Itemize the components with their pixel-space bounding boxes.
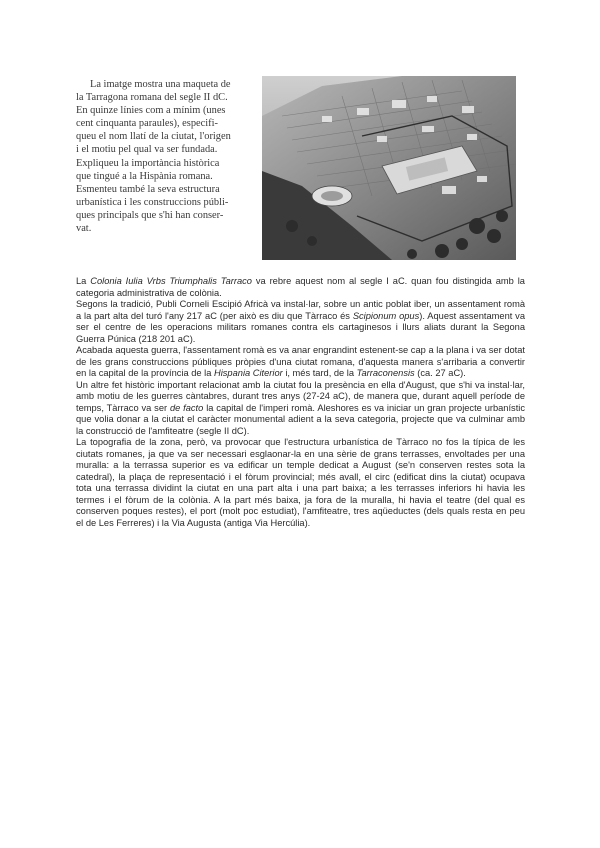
question-line: urbanística i les construccions públi-	[76, 196, 229, 208]
answer-paragraph: Acabada aquesta guerra, l'assentament romà es va anar engrandint estenent-se cap a la plana i va ser dotat de les grans construccions públiques pròpies d'una ciutat romana, d'aquesta manera s'arribaria a convertir en la capital de la província de la Hispania Citerior i, més tard, de la Tarraconensis (ca. 27 aC).	[76, 345, 525, 378]
question-line: cent cinquanta paraules), especifi-	[76, 118, 218, 130]
roman-tarraco-model-photo	[262, 76, 516, 260]
answer-paragraph: Un altre fet històric important relacionat amb la ciutat fou la presència en ella d'August, que s'hi va instal·lar, amb motiu de les guerres càntabres, durant tres anys (27-24 aC), de manera que, durant aquell període de temps, Tàrraco va ser de facto la capital de l'imperi romà. Aleshores es va iniciar un gran projecte urbanístic que volia donar a la ciutat el caràcter monumental adient a la seva categoria, projecte que va culminar amb la construcció de l'amfiteatre (segle II dC).	[76, 379, 525, 436]
latin-name: Colonia Iulia Vrbs Triumphalis Tarraco	[90, 276, 252, 286]
question-line: Expliqueu la importància històrica	[76, 157, 220, 169]
exam-question	[76, 78, 256, 235]
question-line: ques principals que s'hi han conser-	[76, 209, 224, 221]
latin-term: Scipionum opus	[352, 310, 420, 321]
question-line: que tingué a la Hispània romana.	[76, 170, 213, 182]
answer-paragraph: La Colonia Iulia Vrbs Triumphalis Tarraco va rebre aquest nom al segle I aC. quan fou distingida amb la categoria administrativa de colònia.	[76, 276, 525, 298]
question-line: i el motiu pel qual va ser fundada.	[76, 144, 218, 156]
question-line: En quinze línies com a mínim (unes	[76, 105, 226, 117]
province-name: Tarraconensis	[356, 368, 415, 378]
question-line: la Tarragona romana del segle II dC.	[76, 92, 228, 104]
province-name: Hispania Citerior	[214, 368, 283, 378]
answer-text	[76, 276, 525, 529]
question-line: La imatge mostra una maqueta de	[90, 79, 231, 90]
answer-paragraph: Segons la tradició, Publi Corneli Escipió Africà va instal·lar, sobre un antic poblat iber, un assentament romà a la part alta del turó l'any 217 aC (per això es diu que Tàrraco és Scipionum opus). Aquest assentament va ser el centre de les operacions militars romanes contra els cartaginesos i llurs aliats durant la Segona Guerra Púnica (218 201 aC).	[76, 299, 526, 344]
answer-paragraph: La topografia de la zona, però, va provocar que l'estructura urbanística de Tàrraco no fos la típica de les ciutats romanes, ja que va ser necessari esglaonar-la en una sèrie de grans terrasses, envoltades per una muralla: a la terrassa superior es va edificar un temple dedicat a August (se'n conserven restes sota la catedral), la plaça de representació i el fòrum provincial; més avall, el circ (edificat dins la ciutat) ocupava tota una terrassa dividint la ciutat en una part alta i una part baixa; a les terrasses inferiors hi havia les termes i el fòrum de la colònia. A la part més baixa, ja fora de la muralla, hi havia el teatre (del qual es conserven poques restes), el port (molt poc estudiat), l'amfiteatre, tres aqüeductes (dels quals resta en peu el de Les Ferreres) i la Via Augusta (antiga Via Hercúlia).	[76, 437, 525, 528]
latin-term: de facto	[169, 402, 204, 413]
question-line: Esmenteu també la seva estructura	[76, 183, 220, 195]
question-line: queu el nom llatí de la ciutat, l'origen	[76, 131, 231, 143]
question-line: vat.	[76, 223, 92, 235]
